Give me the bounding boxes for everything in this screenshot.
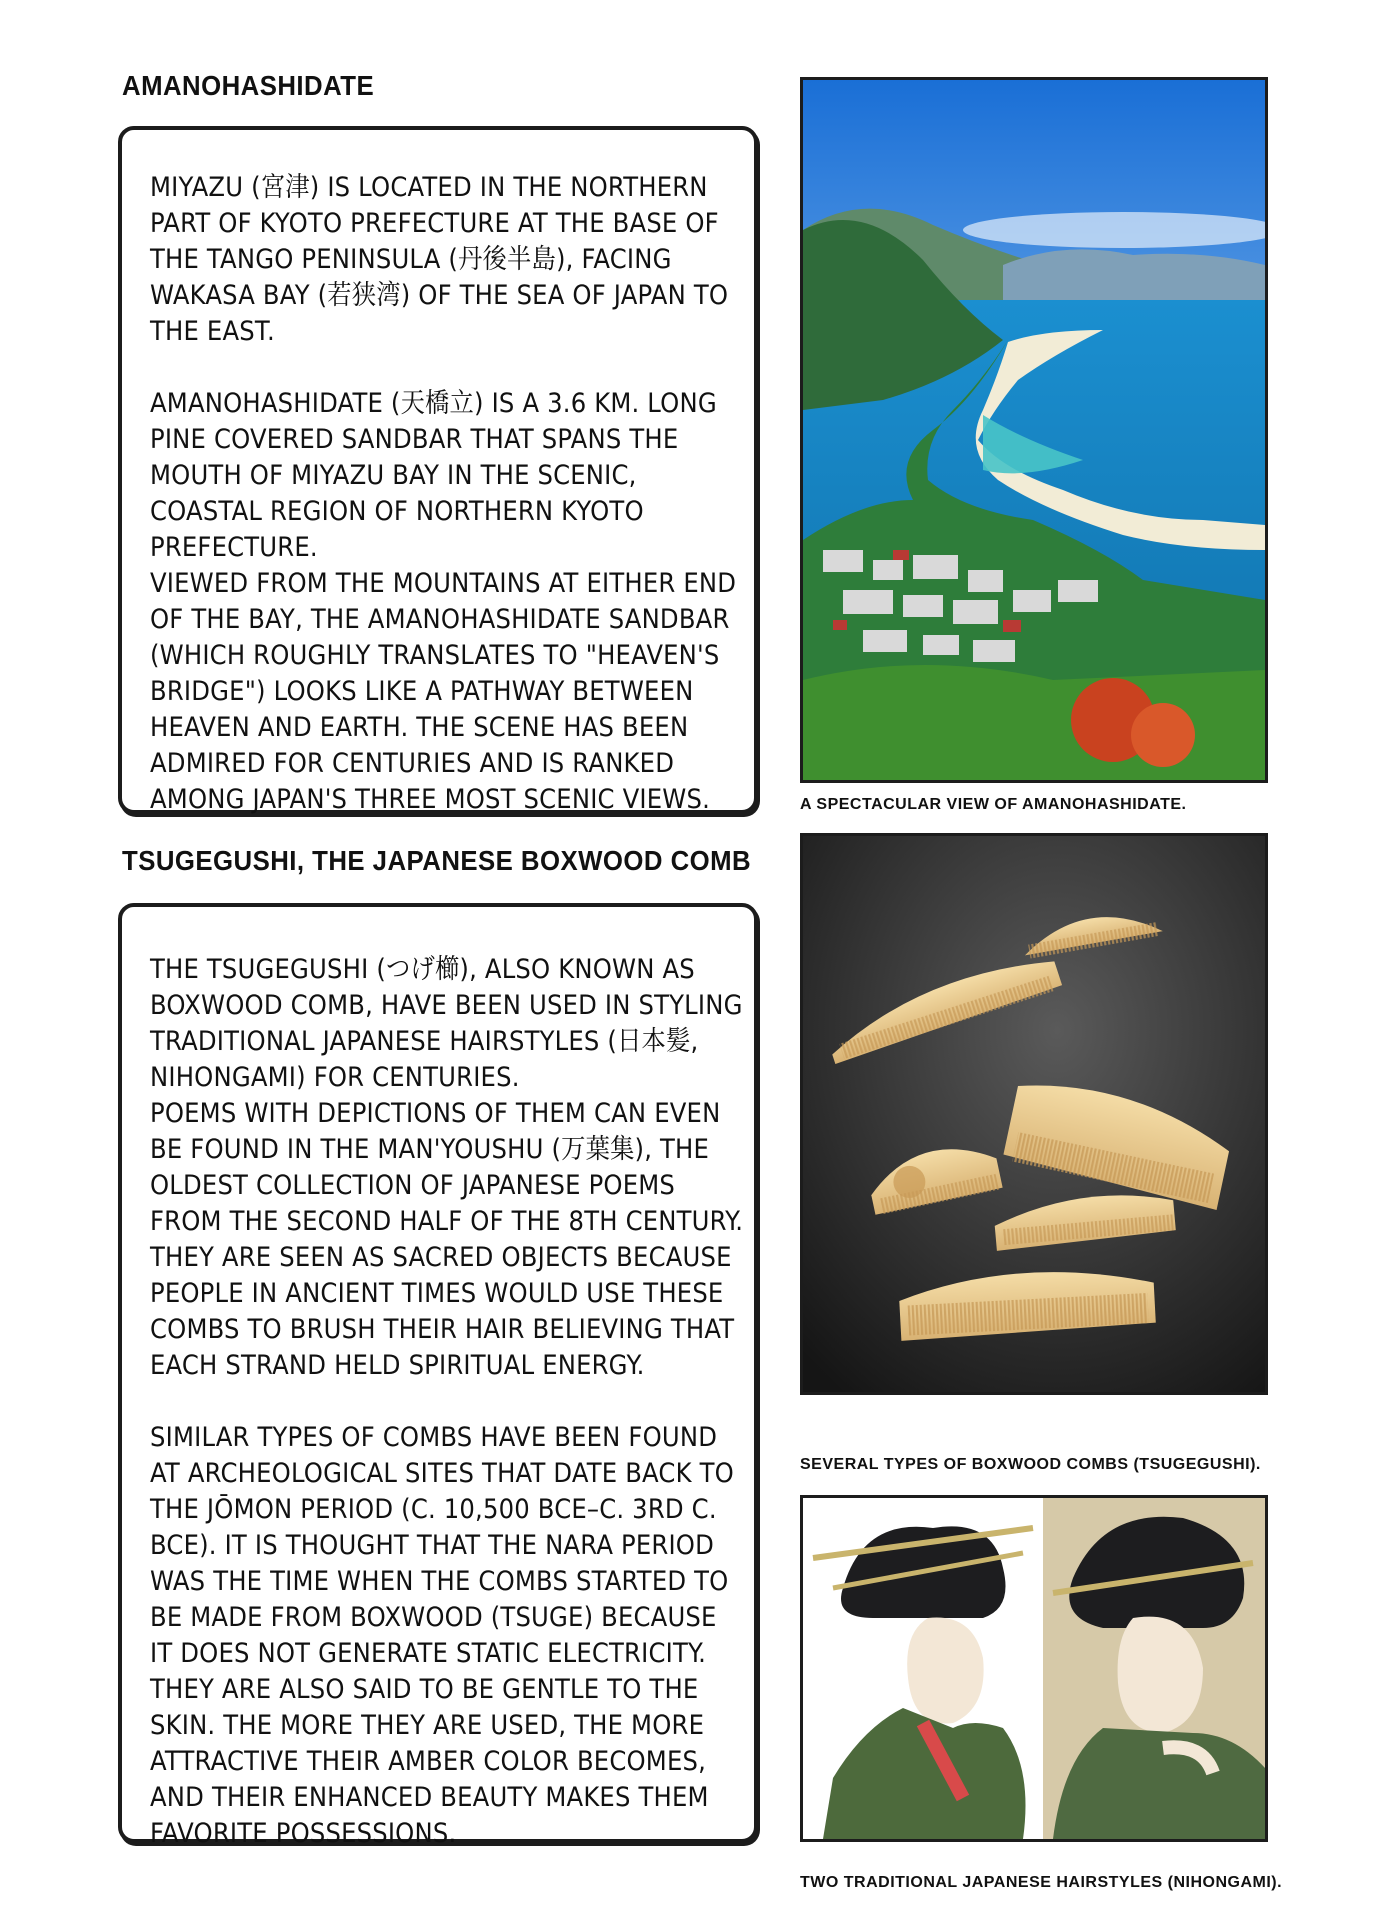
nihongami-illustration [800,1495,1268,1842]
body-text-tsugegushi: THE TSUGEGUSHI (つげ櫛), ALSO KNOWN AS BOXWOOD COMB, HAVE BEEN USED IN STYLING TRADITIONAL JAPANESE HAIRSTYLES (日本髪, NIHONGAMI) FOR CENTURIES. POEMS WITH DEPICTIONS OF THEM CAN EVEN BE FOUND IN THE MAN'YOUSHU (万葉集), THE OLDEST COLLECTION OF JAPANESE POEMS FROM THE SECOND HALF OF THE 8TH CENTURY. THEY ARE SEEN AS SACRED OBJECTS BECAUSE PEOPLE IN ANCIENT TIMES WOULD USE THESE COMBS TO BRUSH THEIR HAIR BELIEVING THAT EACH STRAND HELD SPIRITUAL ENERGY. SIMILAR TYPES OF COMBS HAVE BEEN FOUND AT ARCHEOLOGICAL SITES THAT DATE BACK TO THE JŌMON PERIOD (C. 10,500 BCE–C. 3RD C. BCE). IT IS THOUGHT THAT THE NARA PERIOD WAS THE TIME WHEN THE COMBS STARTED TO BE MADE FROM BOXWOOD (TSUGE) BECAUSE IT DOES NOT GENERATE STATIC ELECTRICITY. THEY ARE ALSO SAID TO BE GENTLE TO THE SKIN. THE MORE THEY ARE USED, THE MORE ATTRACTIVE THEIR AMBER COLOR BECOMES, AND THEIR ENHANCED BEAUTY MAKES THEM FAVORITE POSSESSIONS. [150,954,744,1849]
text-panel-tsugegushi [118,903,758,1849]
caption-boxwood-combs: SEVERAL TYPES OF BOXWOOD COMBS (TSUGEGUSHI). [800,1456,1261,1473]
text-panel-amanohashidate [118,126,758,814]
caption-amanohashidate: A SPECTACULAR VIEW OF AMANOHASHIDATE. [800,796,1187,813]
caption-nihongami: TWO TRADITIONAL JAPANESE HAIRSTYLES (NIHONGAMI). [800,1874,1283,1891]
amanohashidate-photo [800,77,1268,783]
heading-amanohashidate: AMANOHASHIDATE [122,70,375,101]
body-text-amanohashidate: MIYAZU (宮津) IS LOCATED IN THE NORTHERN PART OF KYOTO PREFECTURE AT THE BASE OF THE TANGO PENINSULA (丹後半島), FACING WAKASA BAY (若狭湾) OF THE SEA OF JAPAN TO THE EAST. AMANOHASHIDATE (天橋立) IS A 3.6 KM. LONG PINE COVERED SANDBAR THAT SPANS THE MOUTH OF MIYAZU BAY IN THE SCENIC, COASTAL REGION OF NORTHERN KYOTO PREFECTURE. VIEWED FROM THE MOUNTAINS AT EITHER END OF THE BAY, THE AMANOHASHIDATE SANDBAR (WHICH ROUGHLY TRANSLATES TO "HEAVEN'S BRIDGE") LOOKS LIKE A PATHWAY BETWEEN HEAVEN AND EARTH. THE SCENE HAS BEEN ADMIRED FOR CENTURIES AND IS RANKED AMONG JAPAN'S THREE MOST SCENIC VIEWS. [150,172,737,815]
boxwood-combs-photo [800,833,1268,1395]
heading-tsugegushi: TSUGEGUSHI, THE JAPANESE BOXWOOD COMB [122,845,752,876]
